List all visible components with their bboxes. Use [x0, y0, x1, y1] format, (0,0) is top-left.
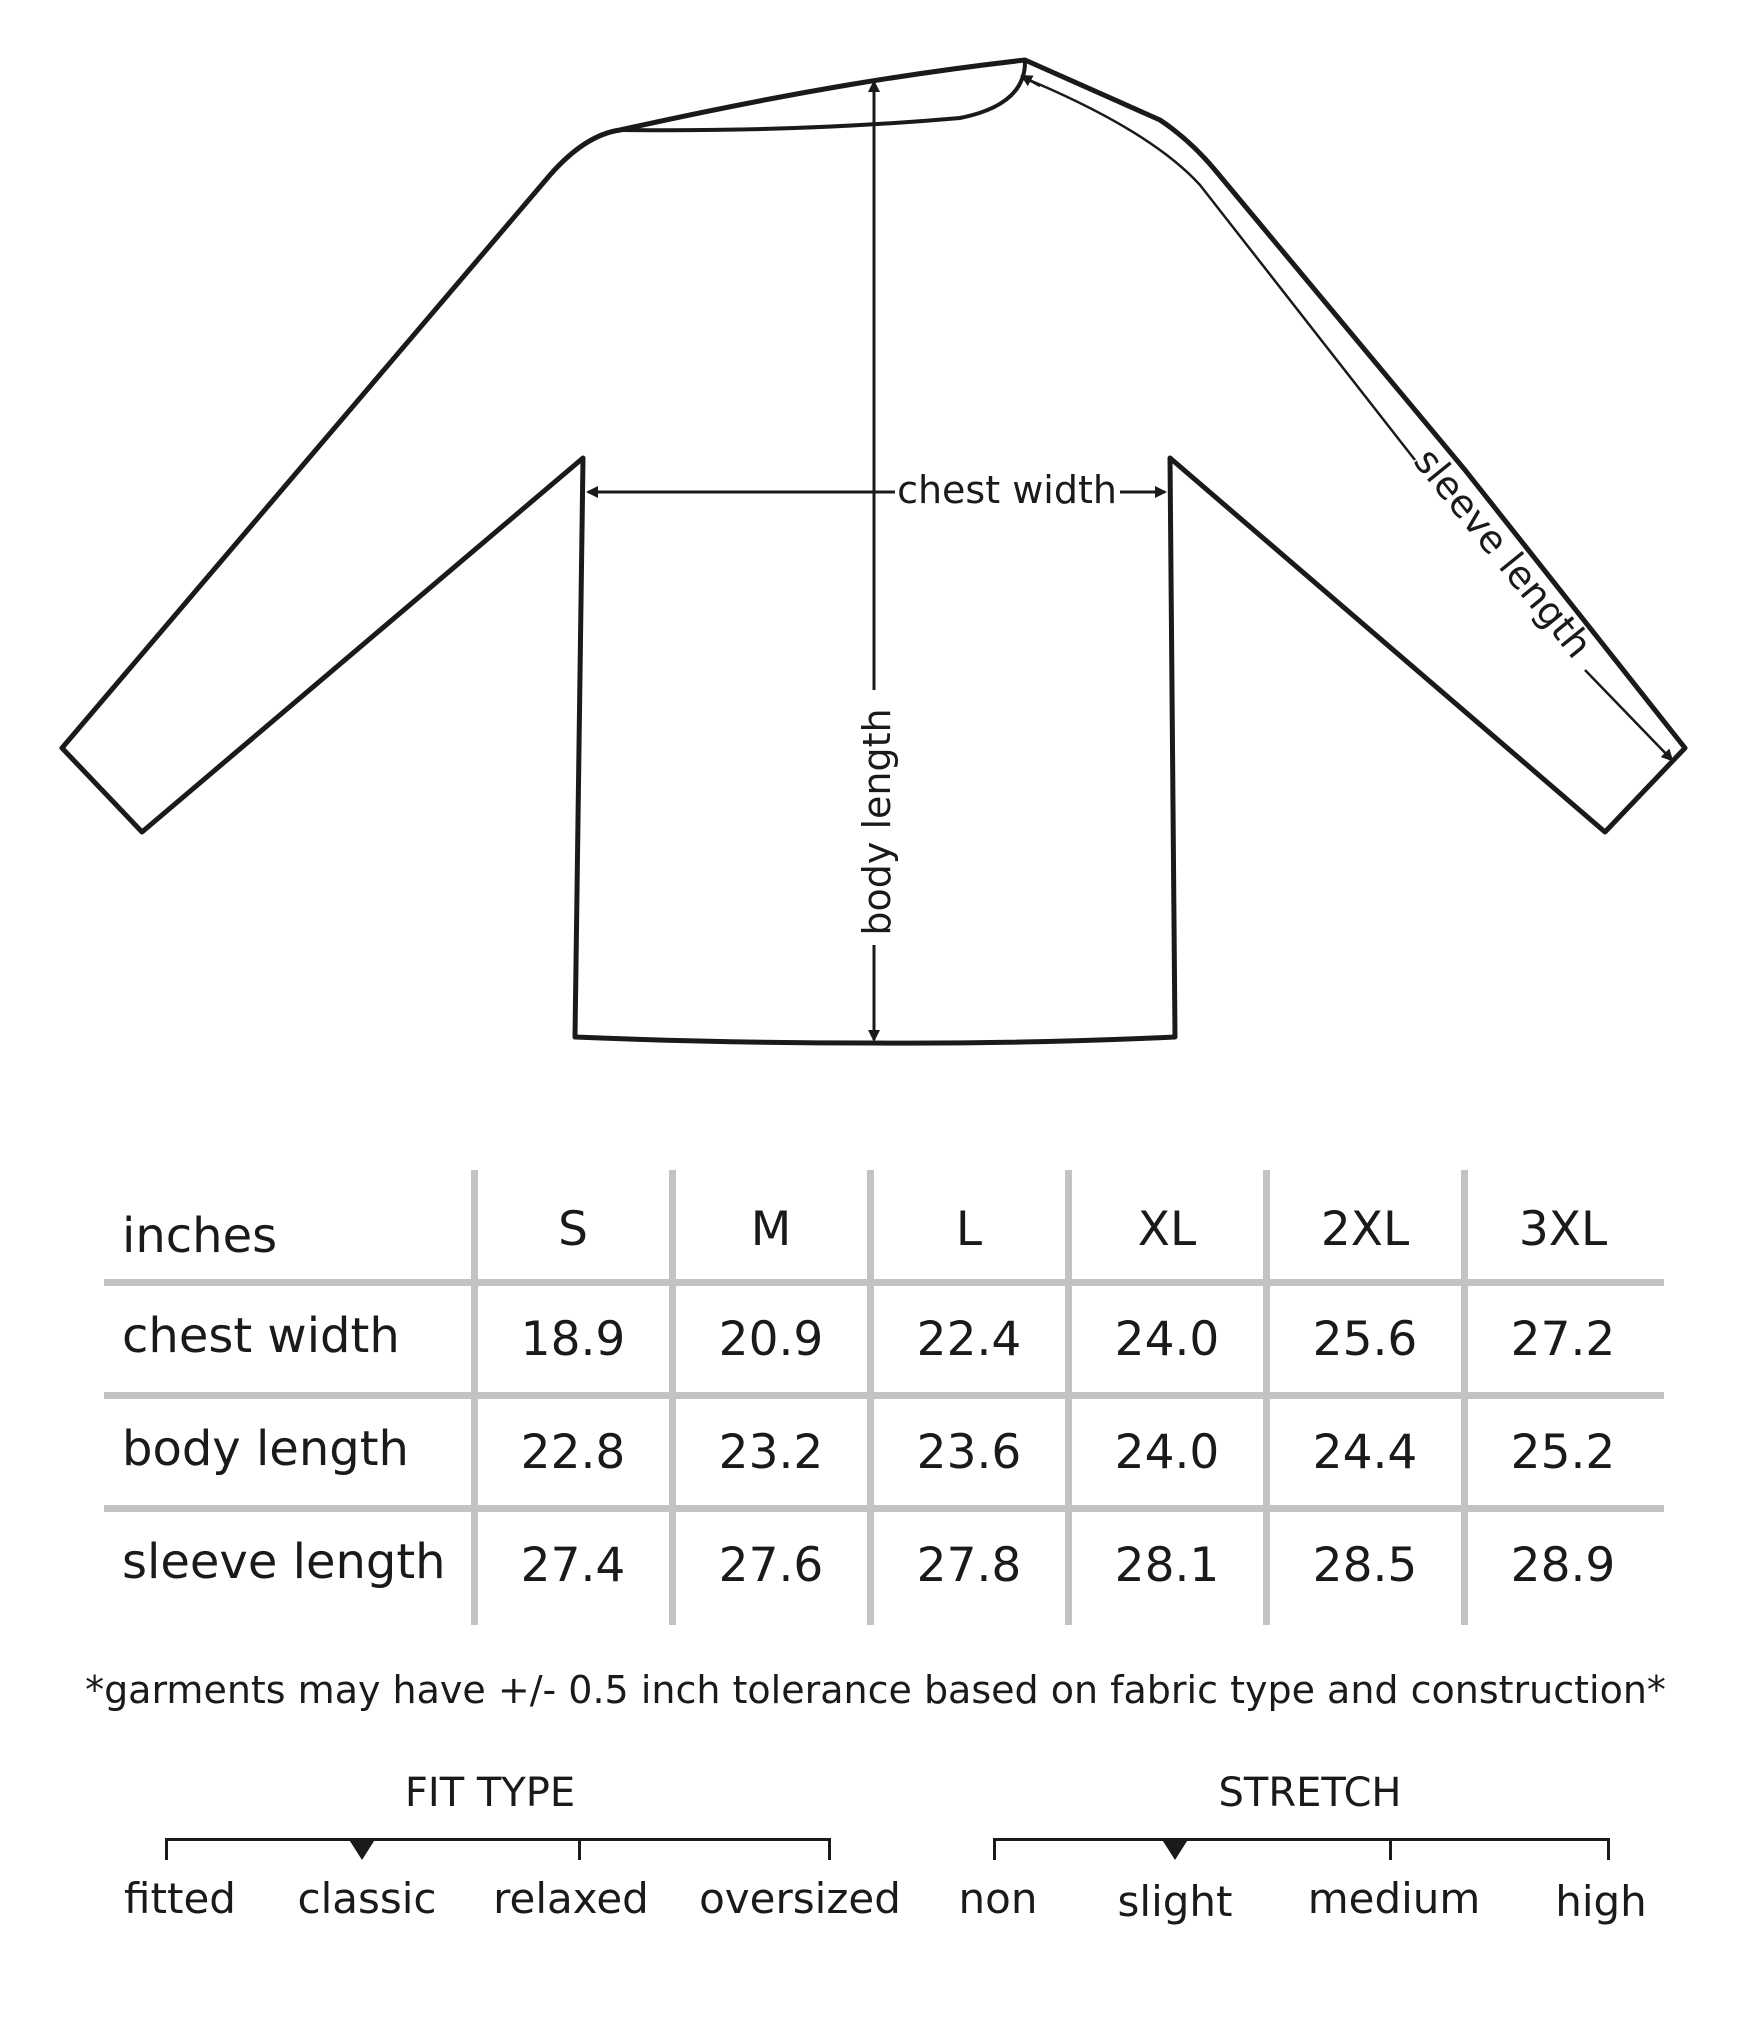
- table-size-header: XL: [1137, 1202, 1197, 1257]
- stretch-option: non: [958, 1874, 1038, 1923]
- table-cell: 24.0: [1114, 1312, 1220, 1367]
- table-cell: 18.9: [520, 1312, 626, 1367]
- stretch-tick: [1607, 1838, 1610, 1860]
- table-cell: 22.4: [916, 1312, 1022, 1367]
- stretch-tick: [993, 1838, 996, 1860]
- stretch-title: STRETCH: [1218, 1770, 1402, 1816]
- table-cell: 20.9: [718, 1312, 824, 1367]
- chest-width-label: chest width: [897, 468, 1117, 512]
- stretch-line: [993, 1838, 1610, 1841]
- table-size-header: 3XL: [1518, 1202, 1608, 1257]
- fit-type-option: fitted: [124, 1874, 236, 1923]
- fit-type-option: classic: [297, 1874, 437, 1923]
- table-row-label: body length: [122, 1421, 409, 1477]
- table-row-divider: [104, 1392, 1664, 1399]
- table-cell: 27.4: [520, 1538, 626, 1593]
- table-cell: 24.4: [1312, 1425, 1418, 1480]
- table-cell: 28.1: [1114, 1538, 1220, 1593]
- table-size-header: 2XL: [1320, 1202, 1410, 1257]
- stretch-option: slight: [1117, 1877, 1233, 1926]
- table-cell: 27.2: [1510, 1312, 1616, 1367]
- stretch-selected-marker: [1161, 1838, 1189, 1860]
- table-cell: 27.8: [916, 1538, 1022, 1593]
- fit-type-tick: [828, 1838, 831, 1860]
- table-cell: 25.2: [1510, 1425, 1616, 1480]
- table-cell: 25.6: [1312, 1312, 1418, 1367]
- tolerance-note: *garments may have +/- 0.5 inch tolerance based on fabric type and construction*: [85, 1668, 1666, 1712]
- fit-type-line: [165, 1838, 831, 1841]
- stretch-option: high: [1555, 1877, 1647, 1926]
- fit-type-title: FIT TYPE: [404, 1770, 576, 1816]
- size-table: [104, 1170, 1664, 1625]
- table-cell: 22.8: [520, 1425, 626, 1480]
- fit-type-option: relaxed: [493, 1874, 649, 1923]
- fit-type-selected-marker: [348, 1838, 376, 1860]
- stretch-option: medium: [1307, 1874, 1481, 1923]
- table-cell: 27.6: [718, 1538, 824, 1593]
- sleeve-arrow-start: [1022, 76, 1040, 86]
- sleeve-length-label: sleeve length: [1405, 439, 1601, 667]
- table-unit-header: inches: [122, 1208, 278, 1264]
- table-cell: 28.5: [1312, 1538, 1418, 1593]
- table-row-label: chest width: [122, 1308, 400, 1364]
- table-cell: 23.6: [916, 1425, 1022, 1480]
- table-row-divider: [104, 1279, 1664, 1286]
- sleeve-seam: [1022, 77, 1415, 460]
- neckline: [622, 62, 1025, 130]
- table-cell: 28.9: [1510, 1538, 1616, 1593]
- stretch-tick: [1389, 1838, 1392, 1860]
- table-cell: 24.0: [1114, 1425, 1220, 1480]
- table-cell: 23.2: [718, 1425, 824, 1480]
- fit-type-tick: [165, 1838, 168, 1860]
- fit-type-option: oversized: [699, 1874, 901, 1923]
- fit-type-tick: [578, 1838, 581, 1860]
- table-row-label: sleeve length: [122, 1534, 446, 1590]
- table-row-divider: [104, 1505, 1664, 1512]
- table-size-header: L: [955, 1202, 983, 1257]
- body-length-label: body length: [855, 708, 899, 936]
- table-size-header: M: [750, 1202, 792, 1257]
- table-size-header: S: [558, 1202, 588, 1257]
